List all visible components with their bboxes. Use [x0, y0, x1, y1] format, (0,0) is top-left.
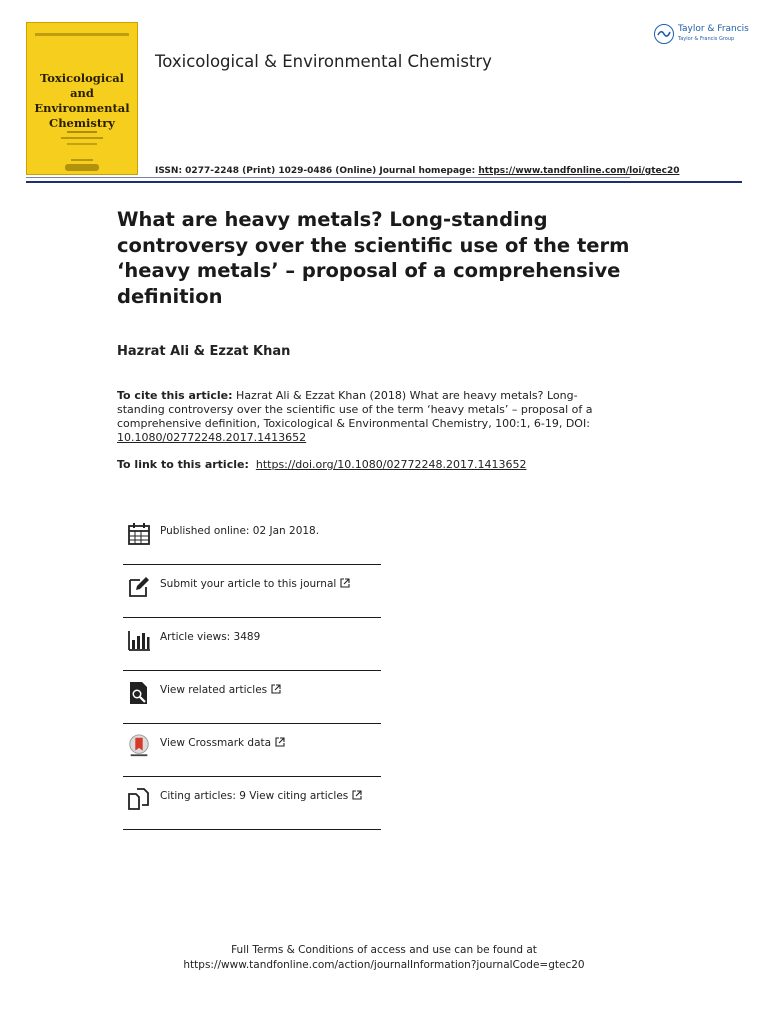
- article-views-row: [123, 618, 381, 671]
- cite-text: Hazrat Ali & Ezzat Khan (2018) What are heavy metals? Long-standing controversy over the scientific use of the term ‘heavy metals’ – proposal of a comprehensive definition, Toxicological & Environmental Chemistry, 100:1, 6-19, DOI:: [117, 389, 593, 430]
- external-link-icon: [352, 790, 362, 800]
- article-doi-url-link[interactable]: https://doi.org/10.1080/02772248.2017.1413652: [255, 458, 527, 471]
- cover-decoration: [71, 159, 93, 161]
- crossmark-row[interactable]: [123, 724, 381, 777]
- publisher-name: Taylor & Francis: [678, 24, 749, 34]
- external-link-icon: [275, 737, 285, 747]
- doi-link[interactable]: 10.1080/02772248.2017.1413652: [117, 431, 307, 444]
- article-authors: Hazrat Ali & Ezzat Khan: [117, 344, 291, 359]
- submit-article-link[interactable]: [160, 578, 350, 590]
- crossmark-icon: [127, 734, 151, 758]
- article-link-line: [117, 458, 526, 471]
- bar-chart-icon: [127, 628, 151, 652]
- document-search-icon: [127, 681, 151, 705]
- crossmark-label: View Crossmark data: [160, 737, 272, 749]
- cover-decoration: [35, 33, 129, 36]
- submit-article-row[interactable]: [123, 565, 381, 618]
- cover-title-line: Chemistry: [49, 116, 115, 130]
- header-divider: [26, 181, 742, 183]
- cover-decoration: [61, 137, 103, 139]
- cover-title-line: Environmental: [34, 101, 130, 115]
- published-row: [123, 512, 381, 565]
- cover-decoration: [67, 143, 97, 145]
- terms-url[interactable]: https://www.tandfonline.com/action/journalInformation?journalCode=gtec20: [183, 959, 585, 971]
- edit-icon: [127, 575, 151, 599]
- external-link-icon: [271, 684, 281, 694]
- cover-title-line: Toxicological and: [39, 71, 125, 100]
- citing-articles-label: Citing articles: 9 View citing articles: [160, 790, 349, 802]
- published-date: Published online: 02 Jan 2018.: [160, 525, 320, 537]
- header-divider-thin: [26, 177, 630, 178]
- issn-line: [155, 166, 679, 176]
- cover-title: [33, 71, 131, 131]
- publisher-logo-icon: [654, 24, 674, 44]
- terms-text: Full Terms & Conditions of access and use can be found at: [231, 944, 537, 956]
- journal-homepage-link[interactable]: https://www.tandfonline.com/loi/gtec20: [478, 166, 680, 176]
- calendar-icon: [127, 522, 151, 546]
- cover-publisher-logo: [65, 164, 99, 171]
- copy-documents-icon: [127, 787, 151, 811]
- citing-articles-row[interactable]: [123, 777, 381, 830]
- publisher-subname: Taylor & Francis Group: [678, 36, 735, 42]
- article-views-count: Article views: 3489: [160, 631, 261, 643]
- journal-name: Toxicological & Environmental Chemistry: [155, 52, 492, 71]
- taylor-francis-logo[interactable]: [654, 22, 749, 48]
- journal-cover-image: [26, 22, 138, 175]
- crossmark-link[interactable]: [160, 737, 285, 749]
- citing-articles-link[interactable]: [160, 790, 362, 802]
- terms-footer: [0, 943, 768, 973]
- article-info-list: [123, 512, 381, 830]
- cite-label: To cite this article:: [117, 389, 233, 402]
- submit-article-label: Submit your article to this journal: [160, 578, 337, 590]
- link-label: To link to this article:: [117, 458, 249, 471]
- article-title: What are heavy metals? Long-standing controversy over the scientific use of the term ‘heavy metals’ – proposal of a comprehensive definition: [117, 208, 630, 308]
- cover-decoration: [67, 131, 97, 133]
- external-link-icon: [340, 578, 350, 588]
- related-articles-label: View related articles: [160, 684, 268, 696]
- related-articles-link[interactable]: [160, 684, 281, 696]
- citation-block: [117, 389, 607, 445]
- related-articles-row[interactable]: [123, 671, 381, 724]
- issn-text: ISSN: 0277-2248 (Print) 1029-0486 (Online) Journal homepage:: [155, 166, 479, 176]
